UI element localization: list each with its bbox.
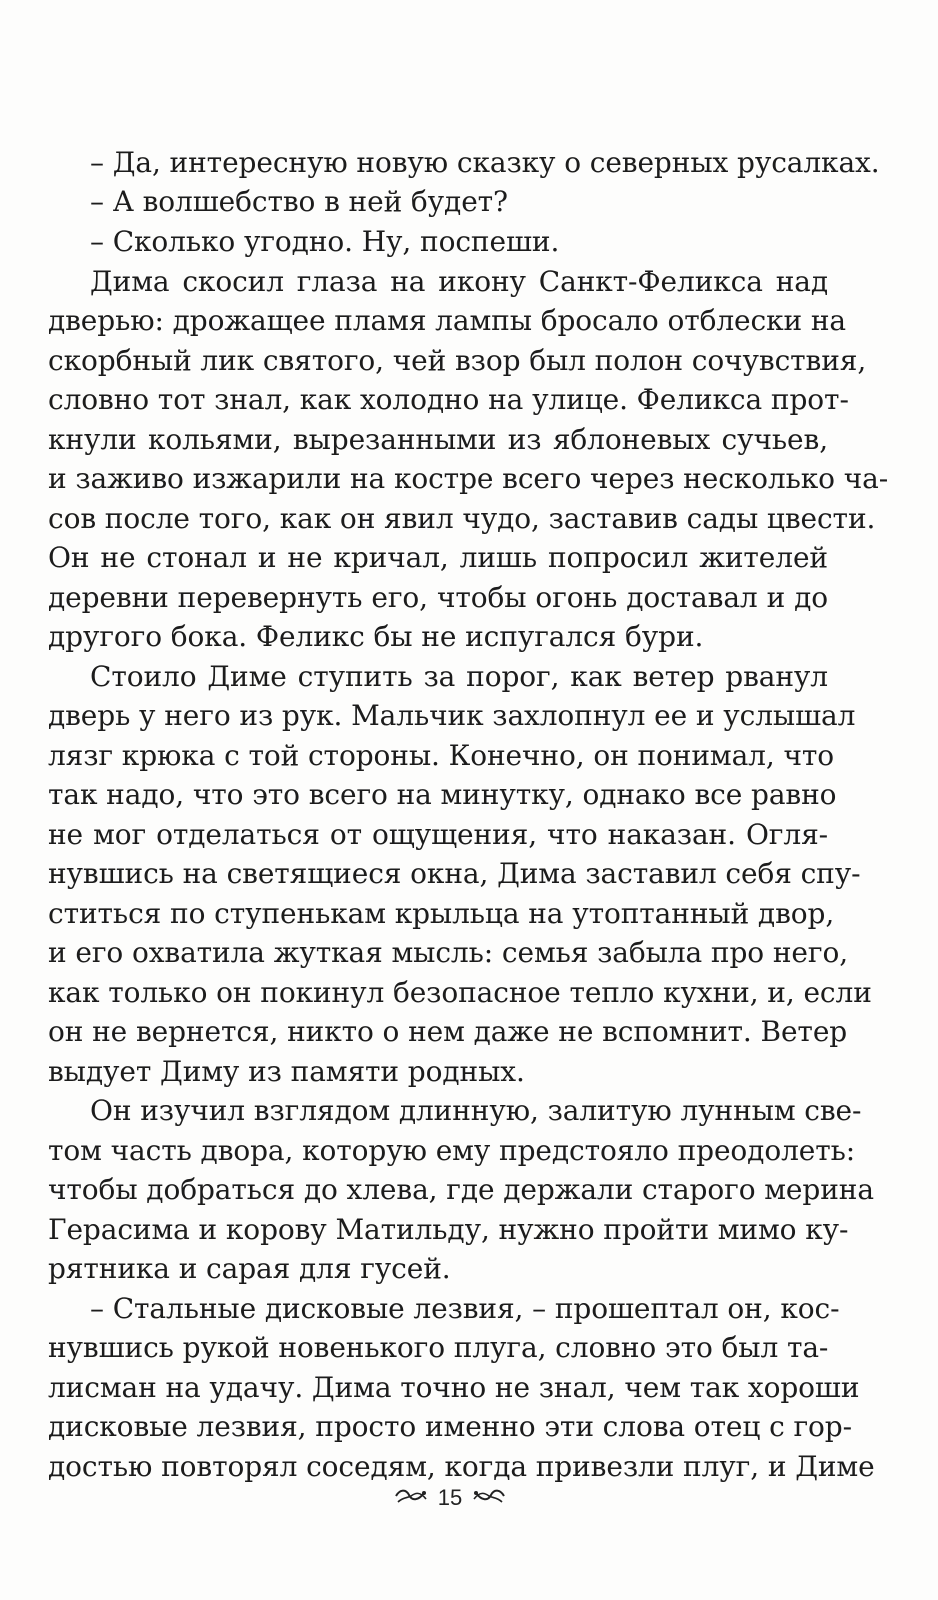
text-line: лязг крюка с той стороны. Конечно, он понимал, что: [48, 739, 835, 772]
text-line: нувшись рукой новенького плуга, словно это был та-: [48, 1331, 829, 1364]
text-line: нувшись на светящиеся окна, Дима заставил себя спу-: [48, 857, 861, 890]
text-line: ститься по ступенькам крыльца на утоптанный двор,: [48, 897, 835, 930]
text-line: Он изучил взглядом длинную, залитую лунным све-: [90, 1094, 862, 1127]
text-line: он не вернется, никто о нем даже не вспомнит. Ветер: [48, 1015, 848, 1048]
text-line: чтобы добраться до хлева, где держали старого мерина: [48, 1173, 874, 1206]
text-line: кнули кольями, вырезанными из яблоневых сучьев,: [48, 423, 828, 456]
text-line: – А волшебство в ней будет?: [90, 185, 508, 218]
text-line: – Сколько угодно. Ну, поспеши.: [90, 225, 560, 258]
text-line: достью повторял соседям, когда привезли плуг, и Диме: [48, 1450, 875, 1483]
text-line: не мог отделаться от ощущения, что наказан. Огля-: [48, 818, 828, 851]
text-line: другого бока. Феликс бы не испугался бури.: [48, 620, 704, 653]
text-line: лисман на удачу. Дима точно не знал, чем так хороши: [48, 1371, 860, 1404]
text-line: дверь у него из рук. Мальчик захлопнул ее и услышал: [48, 699, 856, 732]
text-line: скорбный лик святого, чей взор был полон сочувствия,: [48, 344, 867, 377]
text-line: дисковые лезвия, просто именно эти слова отец с гор-: [48, 1410, 852, 1443]
text-line: Стоило Диме ступить за порог, как ветер рванул: [90, 660, 828, 693]
flourish-left-icon: [394, 1483, 428, 1513]
text-line: Дима скосил глаза на икону Санкт-Феликса над: [90, 265, 828, 298]
text-line: и заживо изжарили на костре всего через несколько ча-: [48, 462, 889, 495]
page-footer: [0, 1482, 900, 1513]
text-line: сов после того, как он явил чудо, заставив сады цвести.: [48, 502, 876, 535]
text-line: – Да, интересную новую сказку о северных русалках.: [90, 146, 880, 179]
text-line: Он не стонал и не кричал, лишь попросил жителей: [48, 541, 828, 574]
text-line: дверью: дрожащее пламя лампы бросало отблески на: [48, 304, 847, 337]
text-line: и его охватила жуткая мысль: семья забыла про него,: [48, 936, 849, 969]
text-line: том часть двора, которую ему предстояло преодолеть:: [48, 1134, 856, 1167]
text-line: – Стальные дисковые лезвия, – прошептал он, кос-: [90, 1292, 840, 1325]
text-line: выдует Диму из памяти родных.: [48, 1055, 525, 1088]
text-line: так надо, что это всего на минутку, однако все равно: [48, 778, 837, 811]
text-line: рятника и сарая для гусей.: [48, 1252, 451, 1285]
text-line: как только он покинул безопасное тепло кухни, и, если: [48, 976, 872, 1009]
text-line: деревни перевернуть его, чтобы огонь доставал и до: [48, 581, 828, 614]
text-line: словно тот знал, как холодно на улице. Феликса прот-: [48, 383, 849, 416]
page-number: 15: [437, 1485, 463, 1511]
flourish-right-icon: [472, 1483, 506, 1513]
text-line: Герасима и корову Матильду, нужно пройти мимо ку-: [48, 1213, 849, 1246]
